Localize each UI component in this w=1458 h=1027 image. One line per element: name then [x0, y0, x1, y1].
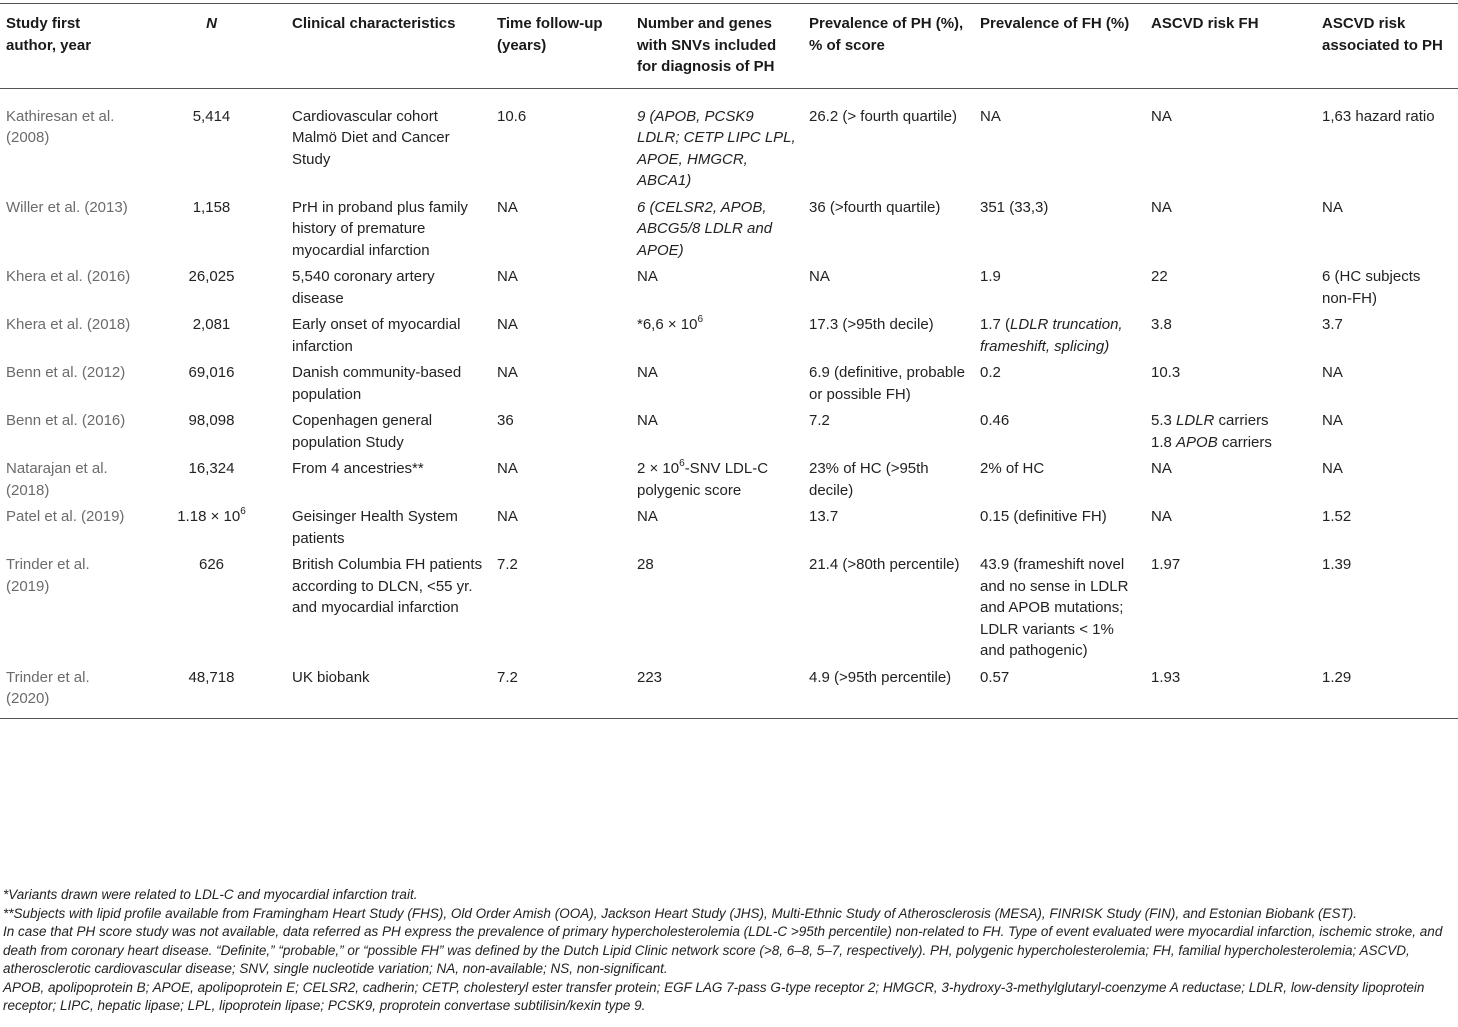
cell-ascvd-ph: 3.7 — [1322, 316, 1343, 333]
genes-text: 2 × 10 — [637, 460, 680, 477]
ascvd-fh-suffix: carriers — [1214, 412, 1269, 429]
cell-prev-fh: 0.2 — [980, 364, 1001, 381]
cell-prev-ph: NA — [809, 268, 830, 285]
ascvd-fh-gene: LDLR — [1176, 412, 1215, 429]
footnote: **Subjects with lipid profile available from Framingham Heart Study (FHS), Old Order Amish (OOA), Jackson Heart Study (JHS), Multi-Ethnic Study of Atherosclerosis (MESA), FINRISK Study (FIN), and Estonian Biobank (EST). — [3, 905, 1357, 921]
table-row — [0, 359, 1458, 407]
header-n: N — [137, 4, 286, 89]
table-row — [0, 311, 1458, 359]
cell-prev-fh — [974, 311, 1145, 359]
cell-time: 7.2 — [497, 556, 518, 573]
cell-ascvd-ph: 1.52 — [1322, 508, 1352, 525]
ascvd-fh-suffix: carriers — [1217, 433, 1272, 451]
cell-clinical: British Columbia FH patients according to DLCN, <55 yr. and myocardial infarction — [292, 556, 483, 616]
cell-time: 7.2 — [491, 664, 631, 719]
table-row — [0, 407, 1458, 455]
cell-ascvd-fh: 1.97 — [1151, 556, 1181, 573]
table-row — [0, 455, 1458, 503]
cell-prev-ph: 36 (>fourth quartile) — [809, 198, 941, 216]
table-row — [0, 194, 1458, 264]
cell-ascvd-fh — [1145, 407, 1316, 455]
cell-n: 5,414 — [192, 107, 231, 125]
cell-prev-fh: NA — [980, 107, 1001, 125]
cell-clinical: Cardiovascular cohort Malmö Diet and Cancer Study — [292, 107, 450, 168]
cell-ascvd-fh: NA — [1151, 508, 1172, 525]
footnote: APOB, apolipoprotein B; APOE, apolipoprotein E; CELSR2, cadherin; CETP, cholesteryl ester transfer protein; EGF LAG 7-pass G-type receptor 2; HMGCR, 3-hydroxy-3-methylglutaryl-coenzyme A reductase; LDLR, low-density lipoprotein receptor; LIPC, hepatic lipase; LPL, lipoprotein lipase; PCSK9, proprotein convertase subtilisin/kexin type 9. — [3, 979, 1425, 1013]
header-prev-ph: Prevalence of PH (%), % of score — [803, 4, 974, 89]
cell-ascvd-ph: 6 (HC subjects non-FH) — [1322, 268, 1421, 307]
cell-prev-ph: 23% of HC (>95th decile) — [809, 460, 929, 499]
cell-study: Benn et al. (2016) — [6, 412, 126, 429]
cell-genes: 223 — [631, 664, 803, 719]
cell-genes — [631, 311, 803, 359]
footnote: *Variants drawn were related to LDL-C and myocardial infarction trait. — [3, 887, 418, 902]
ascvd-fh-line-ldlr — [1151, 410, 1310, 432]
cell-ascvd-fh: 22 — [1151, 268, 1168, 285]
cell-genes: 9 (APOB, PCSK9 LDLR; CETP LIPC LPL, APOE, HMGCR, ABCA1) — [637, 107, 796, 189]
cell-ascvd-ph: NA — [1322, 412, 1343, 429]
table-row — [0, 88, 1458, 194]
cell-genes: NA — [637, 508, 658, 525]
cell-ascvd-ph: NA — [1322, 364, 1343, 381]
cell-genes: 28 — [637, 556, 654, 573]
table-header-row — [0, 4, 1458, 89]
cell-prev-ph: 17.3 (>95th decile) — [809, 316, 934, 333]
cell-n: 69,016 — [188, 364, 235, 381]
ascvd-fh-line-apob — [1151, 432, 1310, 454]
cell-study: Trinder et al. (2020) — [0, 664, 137, 719]
cell-prev-ph: 26.2 (> fourth quartile) — [809, 107, 958, 125]
cell-ascvd-ph: 1.39 — [1322, 556, 1352, 573]
cell-n: 16,324 — [188, 460, 235, 477]
cell-n: 98,098 — [188, 412, 235, 429]
cell-prev-fh: 0.57 — [974, 664, 1145, 719]
genes-text: *6,6 × 10 — [637, 316, 698, 333]
cell-prev-ph: 13.7 — [809, 508, 839, 525]
cell-clinical: Early onset of myocardial infarction — [292, 316, 461, 355]
cell-n — [137, 503, 286, 551]
cell-time: NA — [497, 316, 518, 333]
cell-clinical: 5,540 coronary artery disease — [292, 268, 435, 307]
header-study: Study first author, year — [0, 4, 137, 89]
ascvd-fh-value: 5.3 — [1151, 412, 1177, 429]
cell-prev-ph: 4.9 (>95th percentile) — [803, 664, 974, 719]
cell-study: Willer et al. (2013) — [6, 198, 128, 216]
cell-genes: NA — [637, 412, 658, 429]
ascvd-fh-value: 1.8 — [1151, 433, 1177, 451]
cell-ascvd-fh: 1.93 — [1145, 664, 1316, 719]
cell-study: Natarajan et al. (2018) — [6, 460, 108, 499]
cell-ascvd-fh: 10.3 — [1151, 364, 1181, 381]
cell-prev-ph: 6.9 (definitive, probable or possible FH) — [809, 364, 965, 403]
studies-table — [0, 3, 1458, 719]
cell-time: NA — [497, 364, 518, 381]
cell-study: Kathiresan et al. (2008) — [6, 107, 115, 146]
cell-time: NA — [497, 268, 518, 285]
cell-prev-fh: 1.9 — [980, 268, 1001, 285]
cell-ascvd-ph: 1,63 hazard ratio — [1322, 107, 1435, 125]
cell-time: 10.6 — [497, 107, 527, 125]
cell-study: Trinder et al. (2019) — [6, 556, 90, 595]
cell-time: NA — [497, 508, 518, 525]
cell-ascvd-fh: NA — [1151, 198, 1172, 216]
cell-time: 36 — [497, 412, 514, 429]
cell-clinical: Copenhagen general population Study — [292, 412, 433, 451]
prev-fh-text: 1.7 ( — [980, 316, 1011, 333]
cell-ascvd-ph: NA — [1322, 460, 1343, 477]
cell-clinical: Geisinger Health System patients — [292, 508, 458, 547]
cell-prev-fh: 43.9 (frameshift novel and no sense in LDLR and APOB mutations; LDLR variants < 1% and pathogenic) — [980, 556, 1129, 659]
header-prev-fh: Prevalence of FH (%) — [974, 4, 1145, 89]
cell-clinical: Danish community-based population — [292, 364, 462, 403]
header-genes: Number and genes with SNVs included for diagnosis of PH — [631, 4, 803, 89]
cell-ascvd-ph: 1.29 — [1316, 664, 1458, 719]
cell-ascvd-fh: NA — [1151, 107, 1172, 125]
cell-time: NA — [497, 198, 518, 216]
cell-study: Benn et al. (2012) — [6, 364, 126, 381]
table-row — [0, 263, 1458, 311]
header-ascvd-fh: ASCVD risk FH — [1145, 4, 1316, 89]
genes-exponent: 6 — [697, 314, 704, 325]
ascvd-fh-gene: APOB — [1176, 433, 1218, 451]
table-row — [0, 503, 1458, 551]
cell-prev-fh: 2% of HC — [980, 460, 1045, 477]
header-clinical: Clinical characteristics — [286, 4, 491, 89]
cell-prev-fh: 0.15 (definitive FH) — [980, 508, 1107, 525]
cell-genes: NA — [637, 268, 658, 285]
cell-n: 26,025 — [188, 268, 235, 285]
cell-time: NA — [497, 460, 518, 477]
cell-study: Patel et al. (2019) — [6, 508, 125, 525]
cell-n: 626 — [198, 556, 225, 573]
cell-genes: NA — [637, 364, 658, 381]
cell-prev-ph: 21.4 (>80th percentile) — [809, 556, 960, 573]
genes-exponent: 6 — [679, 458, 685, 469]
cell-ascvd-ph: NA — [1322, 198, 1343, 216]
header-ascvd-ph: ASCVD risk associated to PH — [1316, 4, 1458, 89]
cell-ascvd-fh: 3.8 — [1151, 316, 1172, 333]
cell-clinical: PrH in proband plus family history of premature myocardial infarction — [292, 198, 468, 259]
cell-prev-fh: 0.46 — [980, 412, 1010, 429]
footnote: In case that PH score study was not available, data referred as PH express the prevalence of primary hypercholesterolemia (LDL-C >95th percentile) non-related to FH. Type of event evaluated were myocardial infarction, ischemic stroke, and death from coronary heart disease. “Definite,” “probable,” or “possible FH” was defined by the Dutch Lipid Clinic network score (>8, 6–8, 5–7, respectively). PH, polygenic hypercholesterolemia; FH, familial hypercholesterolemia; ASCVD, atherosclerotic cardiovascular disease; SNV, single nucleotide variation; NA, non-available; NS, non-significant. — [3, 924, 1443, 976]
cell-prev-ph: 7.2 — [809, 412, 830, 429]
cell-genes — [631, 455, 803, 503]
cell-n: 2,081 — [192, 316, 231, 333]
n-exponent: 6 — [240, 506, 246, 517]
cell-clinical: From 4 ancestries** — [292, 460, 424, 477]
cell-genes: 6 (CELSR2, APOB, ABCG5/8 LDLR and APOE) — [637, 198, 773, 259]
n-text: 1.18 × 10 — [177, 508, 241, 525]
table-row — [0, 664, 1458, 719]
cell-study: Khera et al. (2016) — [6, 268, 131, 285]
prev-fh-italic: LDLR truncation, frameshift, splicing) — [980, 316, 1123, 355]
cell-ascvd-fh: NA — [1151, 460, 1172, 477]
cell-n: 1,158 — [192, 198, 231, 216]
cell-clinical: UK biobank — [286, 664, 491, 719]
header-time: Time follow-up (years) — [491, 4, 631, 89]
cell-prev-fh: 351 (33,3) — [980, 198, 1049, 216]
genes-text-suffix: -SNV LDL-C polygenic score — [637, 460, 769, 499]
table-row — [0, 551, 1458, 664]
table-footnotes — [3, 886, 1455, 1016]
cell-n: 48,718 — [137, 664, 286, 719]
cell-study: Khera et al. (2018) — [6, 316, 131, 333]
